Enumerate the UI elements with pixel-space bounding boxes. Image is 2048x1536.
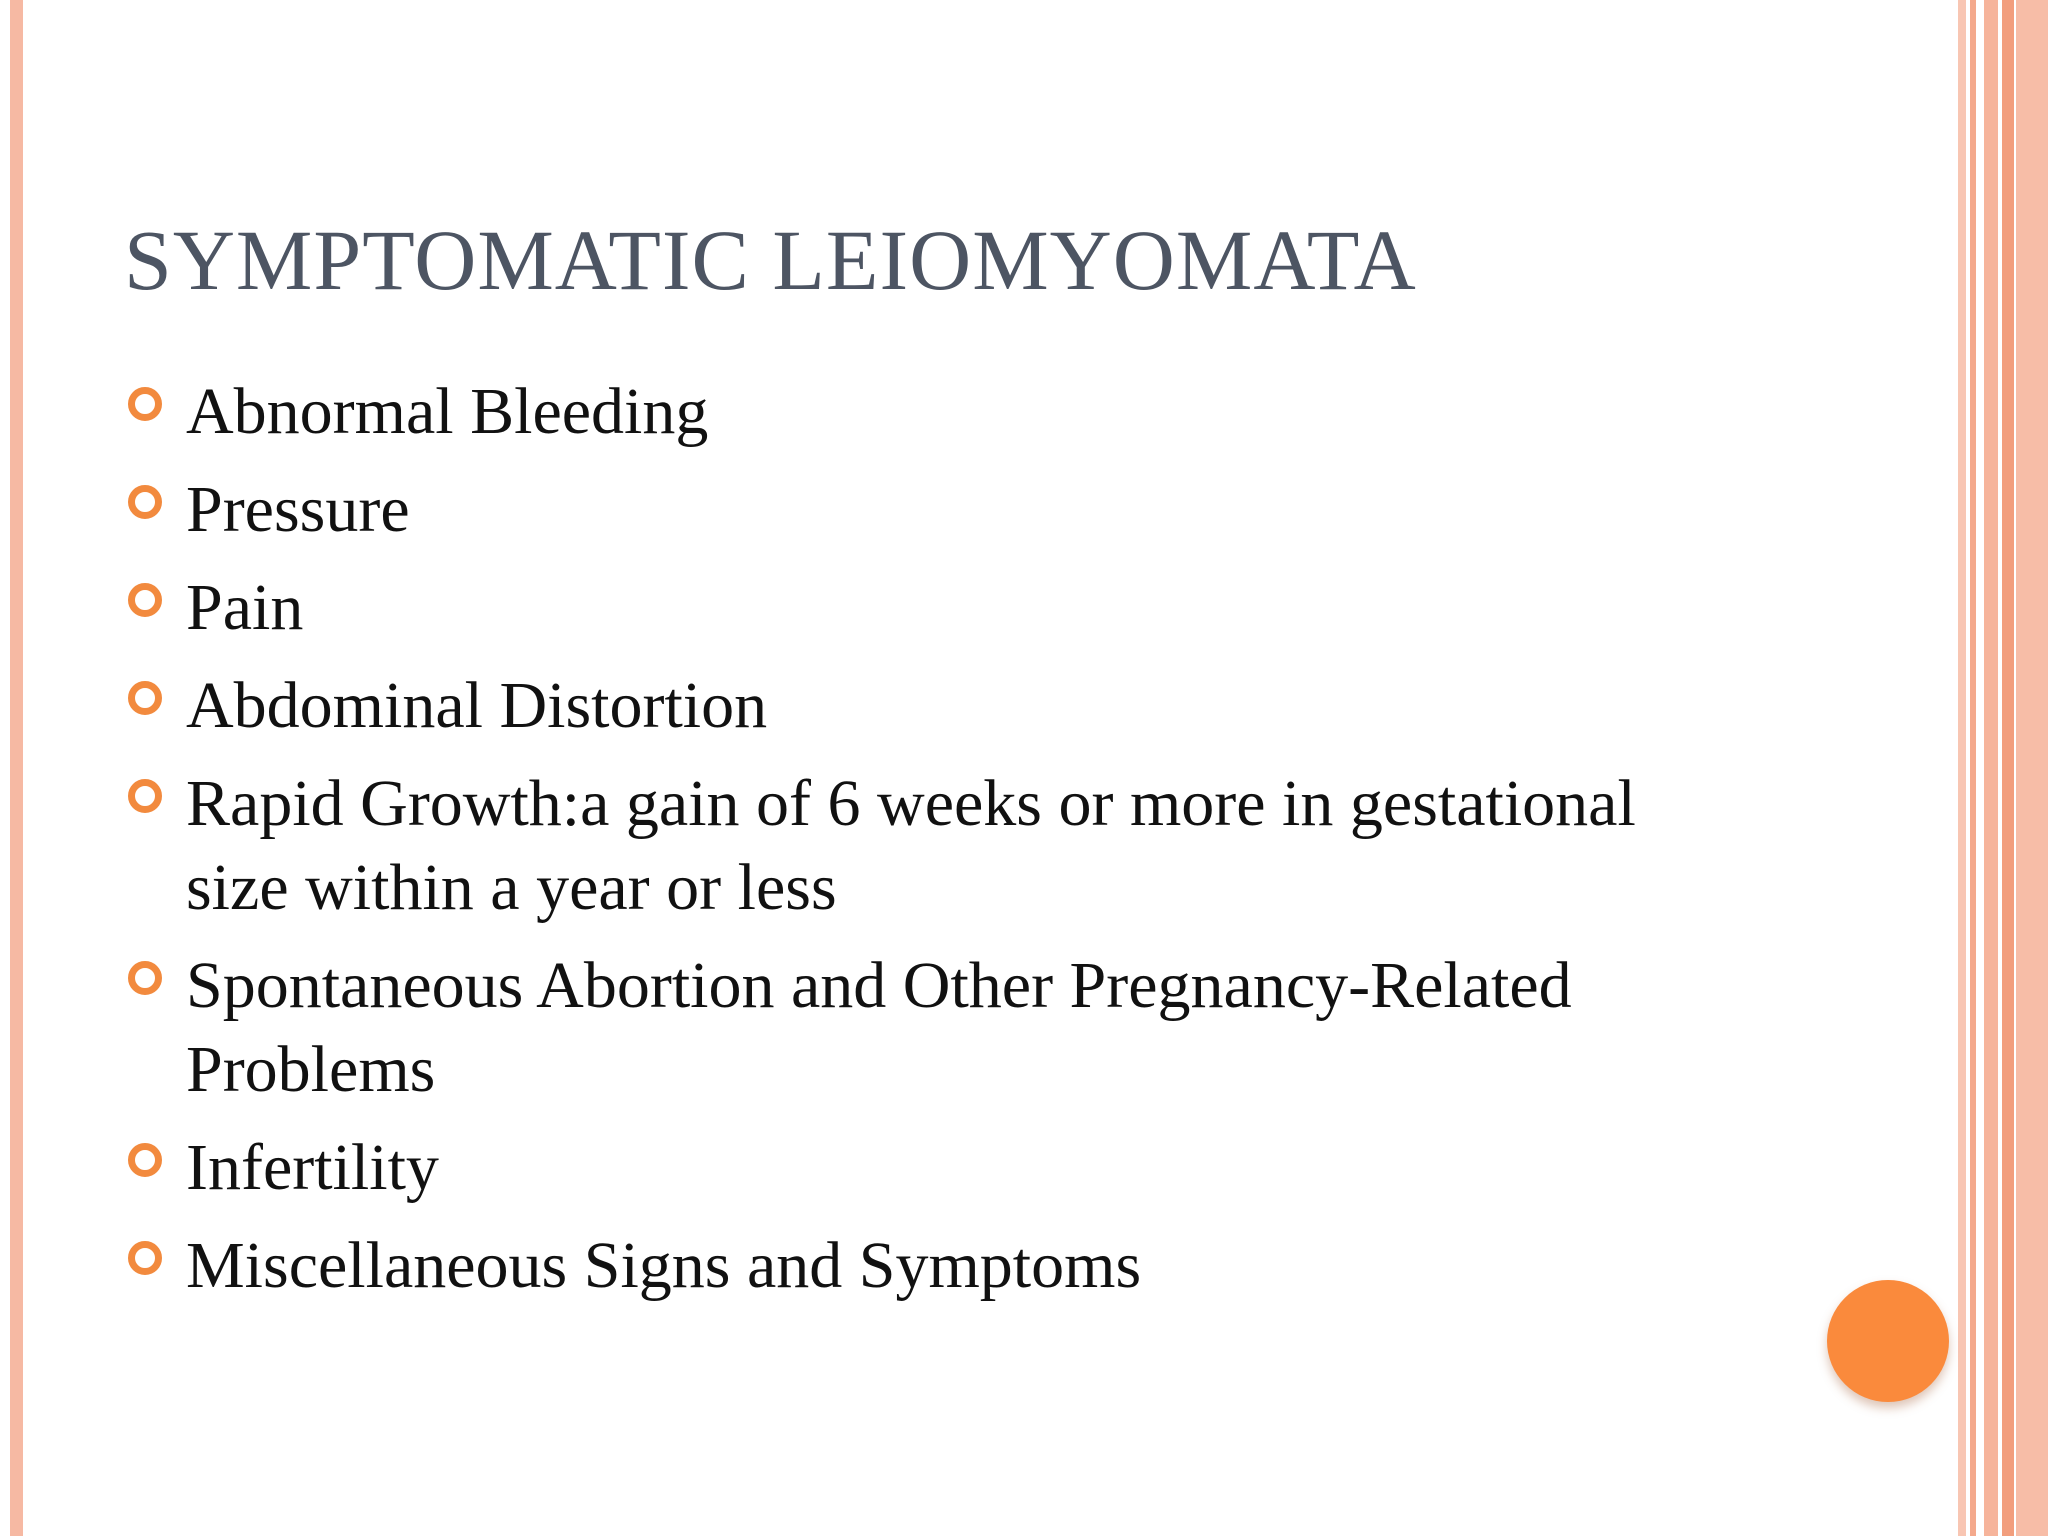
left-border-stripe [10,0,23,1536]
bullet-item [124,468,1684,552]
ring-bullet-icon [128,485,162,519]
bullet-item [124,370,1684,454]
bullet-text: Spontaneous Abortion and Other Pregnancy-Related Problems [186,949,1572,1106]
slide-title: SYMPTOMATIC LEIOMYOMATA [124,212,1417,308]
bullet-text: Pressure [186,473,410,546]
bullet-list [124,370,1684,1322]
right-border-stripe [1984,0,1998,1536]
bullet-text: Pain [186,571,304,644]
bullet-text: Abnormal Bleeding [186,375,709,448]
bullet-item [124,762,1684,930]
bullet-text: Miscellaneous Signs and Symptoms [186,1229,1142,1302]
bullet-item [124,944,1684,1112]
decorative-orange-circle [1827,1280,1949,1402]
bullet-item [124,1224,1684,1308]
bullet-text: Abdominal Distortion [186,669,768,742]
ring-bullet-icon [128,779,162,813]
ring-bullet-icon [128,961,162,995]
bullet-item [124,664,1684,748]
right-border-stripe [1958,0,1966,1536]
right-border-stripe [2002,0,2014,1536]
ring-bullet-icon [128,1241,162,1275]
bullet-text: Rapid Growth:a gain of 6 weeks or more in gestational size within a year or less [186,767,1636,924]
ring-bullet-icon [128,1143,162,1177]
ring-bullet-icon [128,583,162,617]
ring-bullet-icon [128,387,162,421]
bullet-item [124,1126,1684,1210]
bullet-text: Infertility [186,1131,439,1204]
right-border-stripe [2016,0,2048,1536]
bullet-item [124,566,1684,650]
right-border-stripe [1970,0,1976,1536]
ring-bullet-icon [128,681,162,715]
